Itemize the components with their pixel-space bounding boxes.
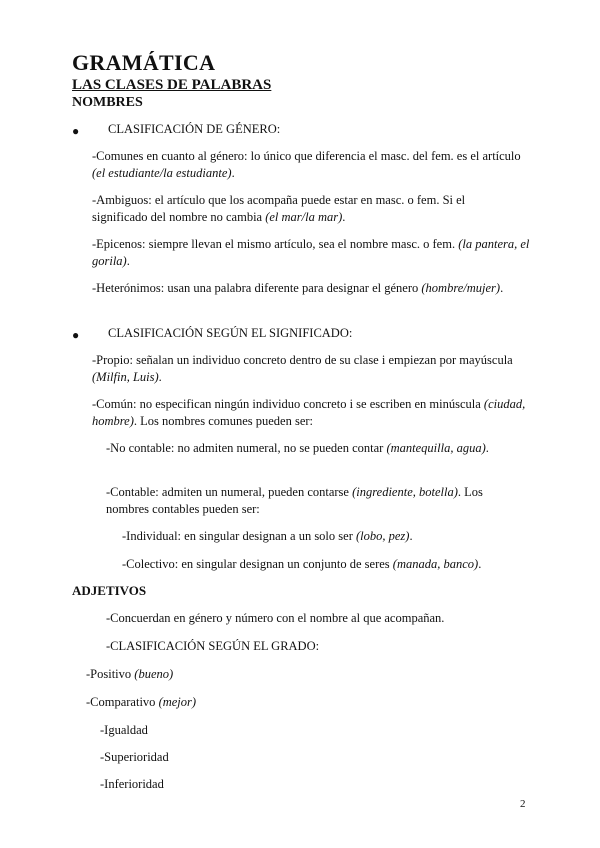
section-subtitle: LAS CLASES DE PALABRAS [72,77,272,93]
nombres-heading: NOMBRES [72,95,143,110]
bullet-icon: ● [72,328,80,342]
comparativo-superioridad: -Superioridad [100,750,169,764]
genero-heteronimos: -Heterónimos: usan una palabra diferente para designar el género (hombre/mujer). [92,281,504,295]
bullet-icon: ● [72,124,80,138]
significado-no-contable: -No contable: no admiten numeral, no se pueden contar (mantequilla, agua). [106,441,489,455]
significado-colectivo: -Colectivo: en singular designan un conjunto de seres (manada, banco). [122,557,482,571]
genero-comunes: -Comunes en cuanto al género: lo único que diferencia el masc. del fem. es el artículo (el estudiante/la estudiante). [92,149,521,180]
comparativo-inferioridad: -Inferioridad [100,777,164,791]
genero-epicenos: -Epicenos: siempre llevan el mismo artículo, sea el nombre masc. o fem. (la pantera, el gorila). [92,237,530,268]
adjetivos-grado-heading: -CLASIFICACIÓN SEGÚN EL GRADO: [106,639,320,653]
significado-propio: -Propio: señalan un individuo concreto dentro de su clase i empiezan por mayúscula (Milfin, Luis). [92,353,513,384]
comparativo-igualdad: -Igualdad [100,723,148,737]
adjetivos-concuerdan: -Concuerdan en género y número con el nombre al que acompañan. [106,611,445,625]
significado-heading: CLASIFICACIÓN SEGÚN EL SIGNIFICADO: [108,326,353,340]
adjetivos-heading: ADJETIVOS [72,583,147,598]
significado-comun: -Común: no especifican ningún individuo concreto i se escriben en minúscula (ciudad, hombre). Los nombres comunes pueden ser: [92,397,526,428]
genero-heading: CLASIFICACIÓN DE GÉNERO: [108,122,281,136]
significado-contable: -Contable: admiten un numeral, pueden contarse (ingrediente, botella). Los nombres contables pueden ser: [106,485,483,516]
page-title: GRAMÁTICA [72,50,216,75]
page-number: 2 [520,798,526,810]
grado-positivo: -Positivo (bueno) [86,667,174,681]
significado-individual: -Individual: en singular designan a un solo ser (lobo, pez). [122,529,413,543]
genero-ambiguos: -Ambiguos: el artículo que los acompaña puede estar en masc. o fem. Si el significado del nombre no cambia (el mar/la mar). [92,193,466,224]
grado-comparativo: -Comparativo (mejor) [86,695,197,709]
